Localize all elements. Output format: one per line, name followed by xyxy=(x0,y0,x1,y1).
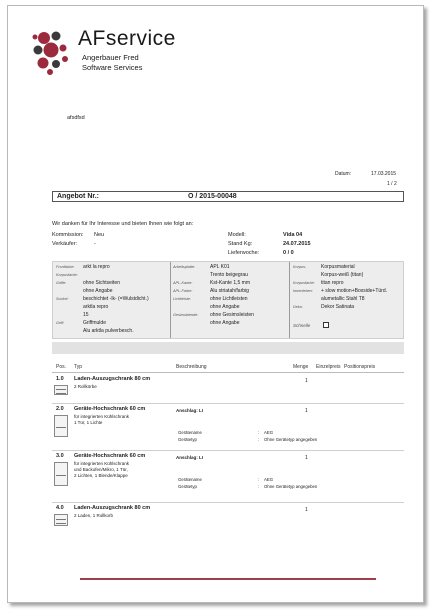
spec-divider xyxy=(289,262,290,338)
cabinet-thumbnail-icon xyxy=(54,415,68,437)
spec-key: APL-Farbe: xyxy=(173,289,193,293)
footer-rule xyxy=(80,578,376,580)
attribute-value: AEG xyxy=(264,430,274,435)
checkbox-label: Schnelle xyxy=(293,323,311,328)
section-separator xyxy=(52,342,404,354)
item-subtitle: für integrierten Kühlschrank xyxy=(74,414,130,419)
spec-key: Arbeitsplatte: xyxy=(173,265,196,269)
attribute-value: AEG xyxy=(264,477,274,482)
recipient-address: afsdfsd xyxy=(67,115,85,121)
cabinet-thumbnail-icon xyxy=(54,385,68,395)
spec-value: + slow motion+Boxside+Türd. xyxy=(321,288,388,294)
spec-key: Korpusfarbe: xyxy=(293,281,315,285)
item-title: Laden-Auszugschrank 80 cm xyxy=(74,505,151,511)
company-name: AFservice xyxy=(78,27,176,50)
modell-value: Vida 04 xyxy=(283,232,303,238)
item-subtitle: 1 Tür, 1 Lichte xyxy=(74,420,103,425)
item-subtitle: 2 Lichten, 1 Blende/Klappe xyxy=(74,473,128,478)
kommission-label: Kommission: xyxy=(52,232,84,238)
spec-value: ohne Lichtleisten xyxy=(210,296,248,302)
attribute-separator: : xyxy=(258,477,260,482)
offer-number-box xyxy=(52,191,404,202)
cabinet-thumbnail-icon xyxy=(54,462,68,486)
company-logo xyxy=(30,28,180,80)
item-quantity: 1 xyxy=(305,507,308,513)
verkaeufer-value: - xyxy=(94,241,96,247)
spec-value: Alu arktla pulverbesch. xyxy=(83,328,134,334)
spec-value: Trento beigegrau xyxy=(210,272,248,278)
item-subtitle: 2 Rollkörbe xyxy=(74,384,97,389)
attribute-separator: : xyxy=(258,430,260,435)
item-title: Geräte-Hochschrank 60 cm xyxy=(74,406,146,412)
date-label: Datum: xyxy=(335,171,352,177)
spec-value: ohne Angabe xyxy=(210,320,240,326)
spec-value: ohne Gesimsleisten xyxy=(210,312,254,318)
spec-key: Griff: xyxy=(56,321,65,325)
spec-value: Griffmulde xyxy=(83,320,106,326)
spec-value: arktla repro xyxy=(83,304,109,310)
spec-key: Korpus: xyxy=(293,265,307,269)
spec-value: alumetallic Stahl T8 xyxy=(321,296,365,302)
spec-value: Korpusmaterial xyxy=(321,264,355,270)
row-divider xyxy=(52,450,404,451)
cabinet-thumbnail-icon xyxy=(54,514,68,526)
spec-value: Alu striatah/farbig xyxy=(210,288,249,294)
offer-label: Angebot Nr.: xyxy=(57,193,99,200)
stand-value: 24.07.2015 xyxy=(283,241,311,247)
specifications-panel xyxy=(52,261,404,339)
intro-text: Wir danken für Ihr Interesse und bieten Ihnen wie folgt an: xyxy=(52,221,194,227)
spec-value: ohne Sichtseiten xyxy=(83,280,120,286)
attribute-name: Gerätename xyxy=(178,430,202,435)
item-subtitle: 2 Laden, 1 Rollkorb xyxy=(74,513,114,518)
item-position: 4.0 xyxy=(56,505,64,511)
spec-divider xyxy=(170,262,171,338)
stand-label: Stand Kg: xyxy=(228,241,253,247)
offer-number: O / 2015-00048 xyxy=(188,193,237,200)
col-pos: Pos. xyxy=(56,364,67,370)
logo-dots-icon xyxy=(30,28,72,76)
spec-value: titan repro xyxy=(321,280,344,286)
item-quantity: 1 xyxy=(305,455,308,461)
schnelle-checkbox[interactable] xyxy=(323,322,329,328)
item-subtitle: und Backofen/Mikro, 1 Tür, xyxy=(74,467,128,472)
spec-key: APL-Kante: xyxy=(173,281,193,285)
verkaeufer-label: Verkäufer: xyxy=(52,241,78,247)
spec-key: Lichtleiste: xyxy=(173,297,191,301)
item-quantity: 1 xyxy=(305,408,308,414)
item-position: 2.0 xyxy=(56,406,64,412)
company-owner: Angerbauer Fred xyxy=(82,53,139,62)
row-divider xyxy=(52,403,404,404)
item-quantity: 1 xyxy=(305,378,308,384)
modell-label: Modell: xyxy=(228,232,246,238)
date-value: 17.03.2015 xyxy=(371,171,397,177)
item-position: 1.0 xyxy=(56,376,64,382)
item-title: Geräte-Hochschrank 60 cm xyxy=(74,453,146,459)
spec-value: Korpus-weiß (titan) xyxy=(321,272,364,278)
spec-key: Sockel: xyxy=(56,297,69,301)
item-description: Anschlag: LI xyxy=(176,408,204,413)
spec-value: ohne Angabe xyxy=(210,304,240,310)
attribute-name: Gerätename xyxy=(178,477,202,482)
item-title: Laden-Auszugschrank 80 cm xyxy=(74,376,151,382)
spec-value: arkt la repro xyxy=(83,264,110,270)
spec-key: Innenleben: xyxy=(293,289,313,293)
col-total-price: Positionspreis xyxy=(344,364,376,370)
spec-value: ohne Angabe xyxy=(83,288,113,294)
spec-key: Korpusfarbe: xyxy=(56,273,78,277)
kommission-value: Neu xyxy=(94,232,105,238)
item-subtitle: für integrierten Kühlschrank xyxy=(74,461,130,466)
col-type: Typ xyxy=(74,364,83,370)
order-info xyxy=(52,232,404,259)
spec-key: Frontfarbe: xyxy=(56,265,75,269)
company-tagline: Software Services xyxy=(82,63,143,72)
spec-value: Dekor Satinata xyxy=(321,304,355,310)
spec-value: APL K01 xyxy=(210,264,230,270)
lieferwoche-value: 0 / 0 xyxy=(283,250,294,256)
item-description: Anschlag: LI xyxy=(176,455,204,460)
col-quantity: Menge xyxy=(293,364,309,370)
lieferwoche-label: Lieferwoche: xyxy=(228,250,260,256)
spec-key: Gesimsblende: xyxy=(173,313,199,317)
spec-value: 15 xyxy=(83,312,89,318)
page-number: 1 / 2 xyxy=(387,181,397,187)
document-page xyxy=(7,5,424,603)
col-description: Beschreibung xyxy=(176,364,207,370)
attribute-value: Ohne Gerätetyp angegeben xyxy=(264,484,318,489)
attribute-separator: : xyxy=(258,484,260,489)
attribute-separator: : xyxy=(258,437,260,442)
attribute-name: Gerätetyp xyxy=(178,437,197,442)
col-unit-price: Einzelpreis xyxy=(316,364,341,370)
spec-value: Kst-Kante 1,5 mm xyxy=(210,280,251,286)
spec-key: Deko: xyxy=(293,305,303,309)
row-divider xyxy=(52,502,404,503)
spec-key: Griffe: xyxy=(56,281,67,285)
attribute-name: Gerätetyp xyxy=(178,484,197,489)
table-header-rule xyxy=(52,372,404,373)
item-position: 3.0 xyxy=(56,453,64,459)
spec-value: beschichtet -lk- (=Wulstdicht.) xyxy=(83,296,149,302)
attribute-value: Ohne Gerätetyp angegeben xyxy=(264,437,318,442)
